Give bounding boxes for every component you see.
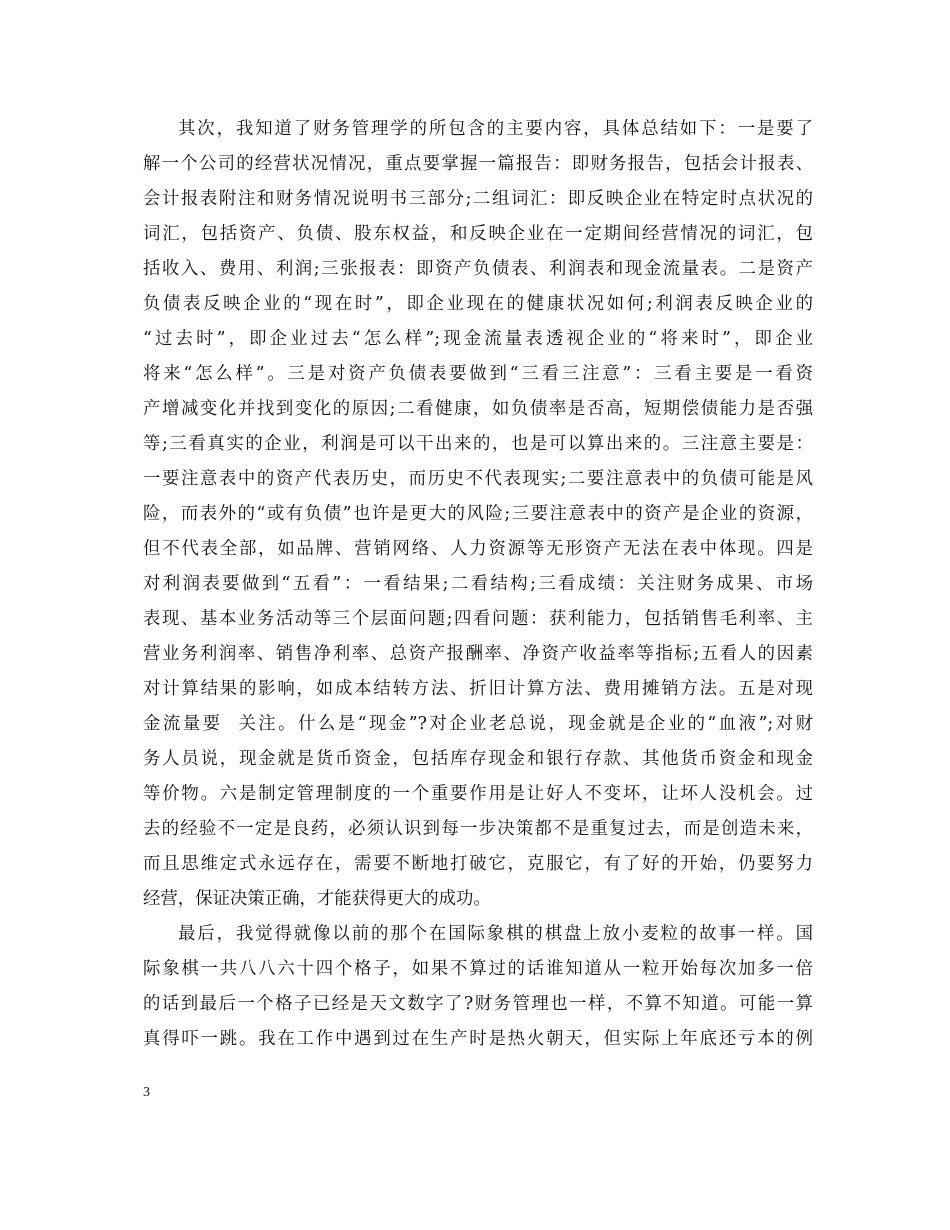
paragraph-2 xyxy=(143,917,813,1057)
text-line: 真得吓一跳。我在工作中遇到过在生产时是热火朝天，但实际上年底还亏本的例 xyxy=(143,1029,813,1049)
text-line: 对利润表要做到“五看”：一看结果;二看结构;三看成绩：关注财务成果、市场 xyxy=(143,574,813,594)
text-line: 营业务利润率、销售净利率、总资产报酬率、净资产收益率等指标;五看人的因素 xyxy=(143,644,813,664)
text-line: 务人员说，现金就是货币资金，包括库存现金和银行存款、其他货币资金和现金 xyxy=(143,749,813,769)
paragraph-1 xyxy=(143,112,813,917)
text-line: 的话到最后一个格子已经是天文数字了?财务管理也一样，不算不知道。可能一算 xyxy=(143,994,813,1014)
text-line: 对计算结果的影响，如成本结转方法、折旧计算方法、费用摊销方法。五是对现 xyxy=(143,679,813,699)
text-line: 词汇，包括资产、负债、股东权益，和反映企业在一定期间经营情况的词汇，包 xyxy=(143,224,813,244)
text-line: 其次，我知道了财务管理学的所包含的主要内容，具体总结如下：一是要了 xyxy=(178,119,813,139)
text-line: “过去时”，即企业过去“怎么样”;现金流量表透视企业的“将来时”，即企业 xyxy=(143,329,813,349)
text-line: 解一个公司的经营状况情况，重点要掌握一篇报告：即财务报告，包括会计报表、 xyxy=(143,154,813,174)
text-line: 险，而表外的“或有负债”也许是更大的风险;三要注意表中的资产是企业的资源， xyxy=(143,504,813,524)
text-line: 但不代表全部，如品牌、营销网络、人力资源等无形资产无法在表中体现。四是 xyxy=(143,539,813,559)
text-line: 等价物。六是制定管理制度的一个重要作用是让好人不变坏，让坏人没机会。过 xyxy=(143,784,813,804)
text-line: 际象棋一共八八六十四个格子，如果不算过的话谁知道从一粒开始每次加多一倍 xyxy=(143,959,813,979)
text-line: 而且思维定式永远存在，需要不断地打破它，克服它，有了好的开始，仍要努力 xyxy=(143,854,813,874)
text-line: 金流量要 关注。什么是“现金”?对企业老总说，现金就是企业的“血液”;对财 xyxy=(143,714,813,734)
text-line: 最后，我觉得就像以前的那个在国际象棋的棋盘上放小麦粒的故事一样。国 xyxy=(178,924,813,944)
text-line: 表现、基本业务活动等三个层面问题;四看问题：获利能力，包括销售毛利率、主 xyxy=(143,609,813,629)
text-line: 去的经验不一定是良药，必须认识到每一步决策都不是重复过去，而是创造未来， xyxy=(143,819,813,839)
document-body xyxy=(143,112,813,1057)
text-line: 等;三看真实的企业，利润是可以干出来的，也是可以算出来的。三注意主要是： xyxy=(143,434,813,454)
text-line: 负债表反映企业的“现在时”，即企业现在的健康状况如何;利润表反映企业的 xyxy=(143,294,813,314)
text-line: 产增减变化并找到变化的原因;二看健康，如负债率是否高，短期偿债能力是否强 xyxy=(143,399,813,419)
text-line: 将来“怎么样”。三是对资产负债表要做到“三看三注意”：三看主要是一看资 xyxy=(143,364,813,384)
text-line: 经营，保证决策正确，才能获得更大的成功。 xyxy=(143,889,491,909)
text-line: 括收入、费用、利润;三张报表：即资产负债表、利润表和现金流量表。二是资产 xyxy=(143,259,813,279)
page-number: 3 xyxy=(143,1085,150,1100)
text-line: 会计报表附注和财务情况说明书三部分;二组词汇：即反映企业在特定时点状况的 xyxy=(143,189,813,209)
text-line: 一要注意表中的资产代表历史，而历史不代表现实;二要注意表中的负债可能是风 xyxy=(143,469,813,489)
